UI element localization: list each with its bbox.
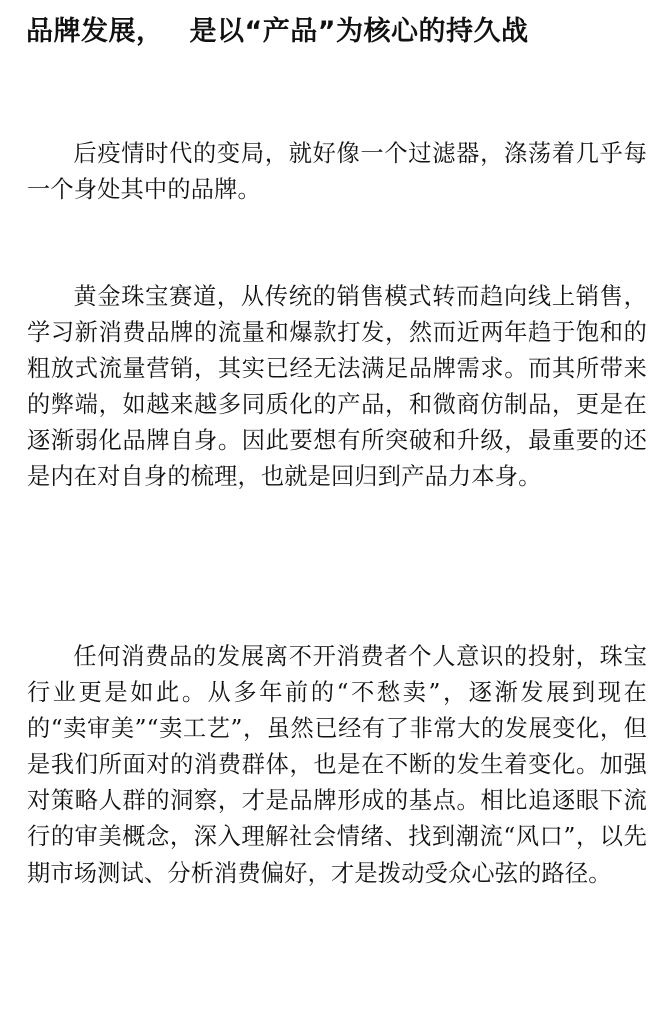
article-title-part-2: 是以“产品”为核心的持久战 bbox=[189, 16, 529, 47]
paragraph-1: 后疫情时代的变局，就好像一个过滤器，涤荡着几乎每一个身处其中的品牌。 bbox=[27, 140, 647, 204]
paragraph-3: 任何消费品的发展离不开消费者个人意识的投射，珠宝行业更是如此。从多年前的“不愁卖”，逐渐发展到现在的“卖审美”“卖工艺”，虽然已经有了非常大的发展变化，但是我们所面对的消费群体，也是在不断的发生着变化。加强对策略人群的洞察，才是品牌形成的基点。相比追逐眼下流行的审美概念，深入理解社会情绪、找到潮流“风口”，以先期市场测试、分析消费偏好，才是拨动受众心弦的路径。 bbox=[27, 643, 647, 887]
article-title bbox=[26, 12, 656, 52]
article-title-part-1: 品牌发展， bbox=[26, 16, 164, 47]
paragraph-2: 黄金珠宝赛道，从传统的销售模式转而趋向线上销售，学习新消费品牌的流量和爆款打发，然而近两年趋于饱和的粗放式流量营销，其实已经无法满足品牌需求。而其所带来的弊端，如越来越多同质化的产品，和微商仿制品，更是在逐渐弱化品牌自身。因此要想有所突破和升级，最重要的还是内在对自身的梳理，也就是回归到产品力本身。 bbox=[27, 283, 647, 491]
